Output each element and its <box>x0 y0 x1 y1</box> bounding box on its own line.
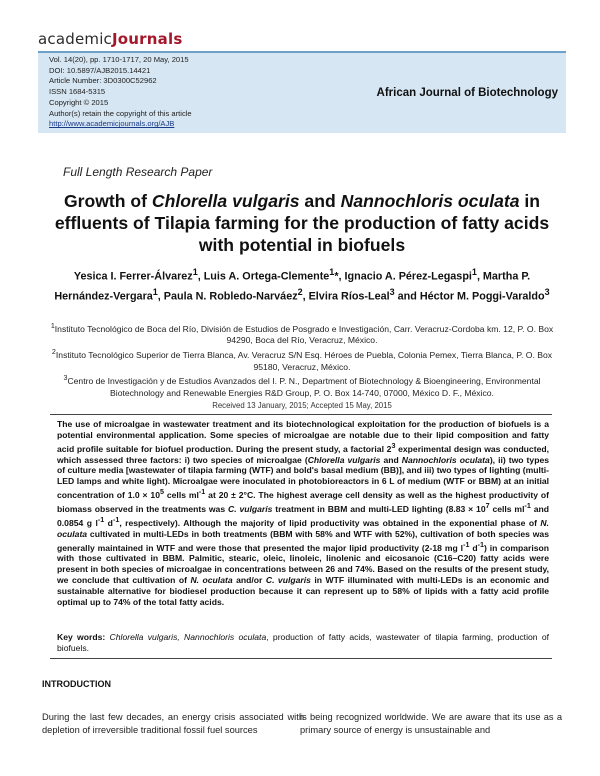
intro-column-left: During the last few decades, an energy crisis associated with depletion of irreversible traditional fossil fuel sources <box>42 712 304 736</box>
superscript: -1 <box>97 515 105 524</box>
article-type: Full Length Research Paper <box>63 165 213 179</box>
abstract-text: The use of microalgae in wastewater treatment and its biotechnological exploitation for the production of biofuels is a potential environmental application. Some species of microalgae are notable due to their lipid composition and fatty acid profile suitable for biofuel production. During the present study, a factorial 2 <box>57 419 549 454</box>
abstract-text: cultivated in multi-LEDs in both treatments (BBM with 58% and WTF with 52%), cultivation of both species was generally maintained in WTF and were those that presented the major lipid productivity (2-18 mg l <box>57 528 549 553</box>
title-species-1: Chlorella vulgaris <box>151 191 300 211</box>
keywords-rule <box>50 658 552 659</box>
affil-mark: 1 <box>471 267 477 277</box>
affiliation-text: Instituto Tecnológico de Boca del Río, División de Estudios de Posgrado e Investigación, Carr. Veracruz-Cordoba km. 12, P. O. Box 94290, Boca del Río, Veracruz, México. <box>54 323 554 346</box>
title-part: in effluents of Tilapia farming for the production of fatty acids with potential in biofuels <box>54 191 550 255</box>
publisher-logo <box>38 30 182 48</box>
affil-mark: 3 <box>389 286 395 297</box>
keywords <box>57 632 549 654</box>
abstract-text: ) in comparison with those cultivated in BBM. Palmitic, stearic, oleic, linoleic, linolenic and eicosanoic (C16–C20) fatty acids were present in both species of microalgae in concentrations between 26 and 74%. Based on the results of the present study, we conclude that cultivation of <box>57 542 550 586</box>
abstract-species: Chlorella vulgaris <box>307 454 381 465</box>
author: , Luis A. Ortega-Clemente <box>197 270 330 283</box>
abstract-text: and/or <box>232 575 266 586</box>
abstract-text: and 0.0854 g l <box>57 503 549 528</box>
abstract-species: C. vulgaris <box>265 575 311 586</box>
keywords-text: , production of fatty acids, wastewater of tilapia farming, production of biofuels. <box>57 632 550 653</box>
logo-suffix: Journals <box>112 30 183 48</box>
abstract-text: and <box>380 454 402 465</box>
meta-volume: Vol. 14(20), pp. 1710-1717, 20 May, 2015 <box>49 55 189 64</box>
affiliation-1 <box>40 321 564 347</box>
abstract-species: N. oculata <box>57 517 550 539</box>
author: and Héctor M. Poggi-Varaldo <box>394 290 545 303</box>
superscript: 5 <box>160 488 164 497</box>
affil-mark: 3 <box>544 286 550 297</box>
affil-mark: 1 <box>329 267 335 277</box>
affil-mark: 1 <box>152 286 158 297</box>
affil-mark: 2 <box>51 348 56 357</box>
author: , Paula N. Robledo-Narváez <box>157 290 298 303</box>
superscript: 3 <box>391 441 396 450</box>
meta-doi: DOI: 10.5897/AJB2015.14421 <box>49 65 151 75</box>
intro-column-right: is being recognized worldwide. We are aware that its use as a primary source of energy is unsustainable and <box>300 712 562 736</box>
affiliation-text: Centro de Investigación y de Estudios Avanzados del I. P. N., Department of Biotechnology & Bioengineering, Environmental Biotechnology and Renewable Energies R&D Group, P. O. Box 14-740, 07000, México D. F., México. <box>67 375 541 398</box>
affiliation-3 <box>40 373 564 399</box>
author: Yesica I. Ferrer-Álvarez <box>73 270 193 283</box>
logo-prefix: academic <box>38 30 113 48</box>
paper-title <box>40 190 564 256</box>
affil-mark: 1 <box>50 322 55 330</box>
abstract-text: experimental design was conducted, which assessed three factors: i) two species of microalgae ( <box>57 443 549 465</box>
abstract-text: d <box>469 542 478 553</box>
abstract-text: cells ml <box>489 503 525 514</box>
abstract-text: ), ii) two types of culture media [wastewater of tilapia farming (WTF) and bold's basal medium (BB)], and iii) two types of lighting (multi-LED lamps and white light). Microalgae were inoculated in photobioreactors in 6 L of medium (WTF or BBM) at an initial concentration of 1.0 × 10 <box>57 454 550 501</box>
superscript: 7 <box>485 502 490 511</box>
keywords-label: Key words: <box>57 632 106 642</box>
abstract <box>57 419 549 608</box>
abstract-text: d <box>104 517 113 528</box>
keywords-species: Chlorella vulgaris, Nannochloris oculata <box>109 632 267 642</box>
section-heading-introduction: INTRODUCTION <box>42 679 111 689</box>
abstract-text: in WTF illuminated with multi-LEDs is an economic and sustainable alternative for biodiesel production because it can represent up to 58% of lipids with a fatty acid profile optimal up to 74% of the total fatty acids. <box>57 575 549 607</box>
meta-article-number: Article Number: 3D0300C52962 <box>49 76 157 86</box>
superscript: -1 <box>477 540 484 549</box>
abstract-text: at 20 ± 2°C. The highest average cell density as well as the highest productivity of biomass observed in the treatments was <box>57 490 549 514</box>
abstract-species: N. oculata <box>190 575 233 586</box>
meta-copyright: Copyright © 2015 <box>49 97 109 107</box>
superscript: -1 <box>112 515 120 524</box>
author-list <box>45 265 559 304</box>
affiliation-text: Instituto Tecnológico Superior de Tierra Blanca, Av. Veracruz S/N Esq. Héroes de Puebla, Colonia Pemex, Tierra Blanca, P. O. Box 95180, Veracruz, México. <box>55 349 553 372</box>
journal-url-link[interactable]: http://www.academicjournals.org/AJB <box>49 119 175 129</box>
affil-mark: 1 <box>192 267 198 277</box>
article-metadata <box>49 55 192 130</box>
title-species-2: Nannochloris oculata <box>340 191 520 211</box>
abstract-text: , respectively). Although the majority of lipid productivity was obtained in the exponential phase of <box>119 517 541 528</box>
affil-mark: 3 <box>63 374 68 383</box>
affiliations <box>40 321 564 399</box>
affiliation-2 <box>40 347 564 373</box>
affil-mark: 2 <box>297 286 303 297</box>
abstract-text: treatment in BBM and multi-LED lighting (8.83 × 10 <box>272 503 486 514</box>
meta-rights: Author(s) retain the copyright of this article <box>49 108 192 118</box>
received-accepted-dates: Received 13 January, 2015; Accepted 15 May, 2015 <box>212 401 392 410</box>
meta-issn: ISSN 1684-5315 <box>49 87 106 97</box>
journal-name: African Journal of Biotechnology <box>376 87 558 99</box>
author: , Martha P. Hernández-Vergara <box>54 270 531 303</box>
superscript: -1 <box>463 540 470 549</box>
title-part: Growth of <box>63 191 152 211</box>
title-part: and <box>299 191 341 211</box>
author: *, Ignacio A. Pérez-Legaspi <box>334 270 472 283</box>
abstract-text: cells ml <box>163 490 199 501</box>
superscript: -1 <box>198 488 206 497</box>
abstract-species: C. vulgaris <box>227 503 273 514</box>
abstract-species: Nannochloris oculata <box>401 454 490 465</box>
superscript: -1 <box>524 502 531 511</box>
author: , Elvira Ríos-Leal <box>302 290 390 303</box>
